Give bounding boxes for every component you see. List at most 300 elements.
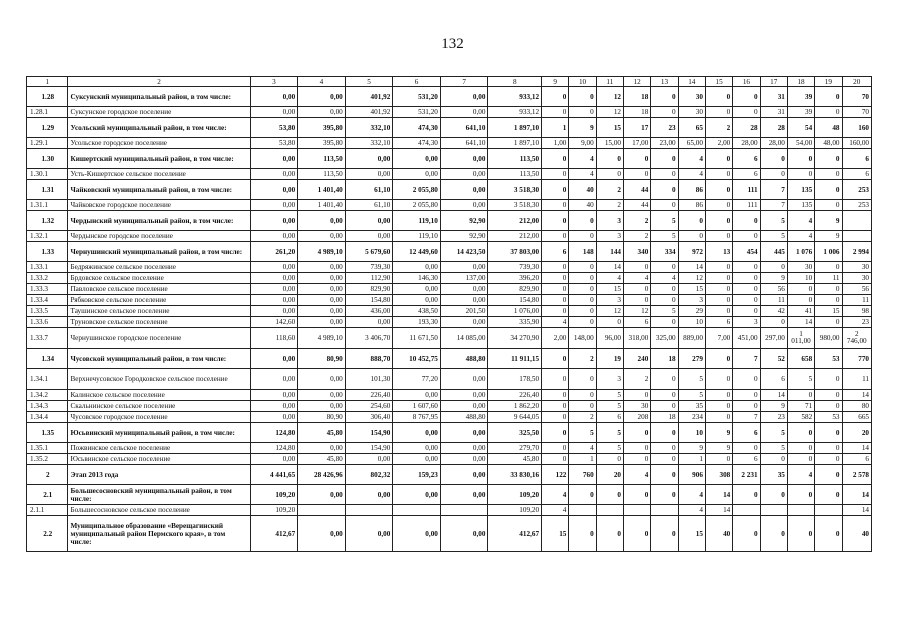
table-cell: 9 644,05	[488, 412, 542, 423]
column-number-header: 18	[787, 77, 814, 87]
table-cell: 9	[760, 401, 787, 412]
table-cell: 279	[678, 349, 705, 369]
table-cell: 80,90	[298, 412, 346, 423]
table-cell: 0	[787, 516, 814, 552]
table-cell: 0	[787, 390, 814, 401]
table-cell: 279,70	[488, 443, 542, 454]
table-cell: 30	[678, 107, 705, 118]
table-cell: 113,50	[488, 149, 542, 169]
table-cell: 10	[787, 273, 814, 284]
table-cell: 234	[678, 412, 705, 423]
table-cell: 0,00	[440, 390, 488, 401]
table-cell: 40	[842, 516, 872, 552]
table-cell: 111	[733, 200, 760, 211]
data-table	[26, 76, 872, 552]
table-cell: 146,30	[393, 273, 441, 284]
table-cell: 829,90	[345, 284, 393, 295]
table-cell: 0	[760, 317, 787, 328]
table-cell: 0	[542, 169, 569, 180]
row-name: Рябковское сельское поселение	[68, 295, 250, 306]
table-cell: 325,50	[488, 423, 542, 443]
table-cell: 28	[760, 118, 787, 138]
table-cell: 15	[678, 284, 705, 295]
table-cell: 0	[624, 262, 651, 273]
table-cell: 0	[542, 149, 569, 169]
table-cell: 0	[705, 87, 732, 107]
table-cell: 9	[760, 273, 787, 284]
table-cell: 3 406,70	[345, 328, 393, 349]
table-cell: 0	[678, 231, 705, 242]
table-cell: 474,30	[393, 118, 441, 138]
table-cell	[760, 505, 787, 516]
table-cell: 0	[569, 87, 596, 107]
table-cell: 12	[624, 306, 651, 317]
table-cell: 14	[842, 443, 872, 454]
table-cell	[842, 211, 872, 231]
table-row	[27, 169, 872, 180]
table-cell: 332,10	[345, 138, 393, 149]
table-cell: 0	[705, 349, 732, 369]
row-name: Чусовское городское поселение	[68, 412, 250, 423]
table-cell: 53,80	[250, 138, 298, 149]
table-cell: 0,00	[250, 211, 298, 231]
table-cell: 3	[733, 317, 760, 328]
table-cell: 531,20	[393, 107, 441, 118]
table-cell: 6	[542, 242, 569, 262]
table-cell: 2 231	[733, 465, 760, 485]
row-code: 1.35.2	[27, 454, 68, 465]
table-cell: 15	[596, 284, 623, 295]
row-code: 1.34.3	[27, 401, 68, 412]
table-cell: 0,00	[393, 262, 441, 273]
table-cell: 142,60	[250, 317, 298, 328]
table-cell: 14	[678, 262, 705, 273]
table-cell: 96,00	[596, 328, 623, 349]
table-cell: 17	[624, 118, 651, 138]
table-cell: 0	[651, 149, 678, 169]
table-cell: 0	[815, 369, 842, 390]
table-cell: 0,00	[250, 284, 298, 295]
table-cell: 0	[651, 485, 678, 505]
table-cell: 0	[760, 516, 787, 552]
table-cell: 160	[842, 118, 872, 138]
table-cell: 0,00	[298, 317, 346, 328]
table-row	[27, 295, 872, 306]
table-cell: 54,00	[787, 138, 814, 149]
table-cell: 20	[842, 423, 872, 443]
table-cell: 42	[760, 306, 787, 317]
table-row	[27, 328, 872, 349]
table-cell: 401,92	[345, 87, 393, 107]
table-cell: 0	[733, 485, 760, 505]
table-cell: 28 426,96	[298, 465, 346, 485]
table-cell: 0	[705, 295, 732, 306]
table-row	[27, 200, 872, 211]
table-cell: 14	[705, 505, 732, 516]
table-cell: 13	[705, 242, 732, 262]
table-cell: 7	[733, 349, 760, 369]
table-cell: 92,90	[440, 231, 488, 242]
table-cell	[345, 505, 393, 516]
table-cell: 18	[624, 87, 651, 107]
table-cell: 0,00	[440, 107, 488, 118]
table-cell: 0	[569, 369, 596, 390]
table-cell: 5	[678, 369, 705, 390]
table-cell: 4	[678, 169, 705, 180]
table-cell: 0,00	[345, 485, 393, 505]
table-row	[27, 505, 872, 516]
column-number-header: 4	[298, 77, 346, 87]
table-cell: 0	[542, 369, 569, 390]
table-cell: 0,00	[345, 169, 393, 180]
table-cell	[815, 505, 842, 516]
table-cell: 1 897,10	[488, 138, 542, 149]
table-cell: 0	[651, 200, 678, 211]
table-cell: 0	[815, 284, 842, 295]
table-cell: 0,00	[440, 423, 488, 443]
table-cell: 412,67	[488, 516, 542, 552]
table-cell: 2	[569, 349, 596, 369]
table-cell: 0	[815, 485, 842, 505]
table-cell: 0,00	[298, 306, 346, 317]
table-cell: 0	[705, 401, 732, 412]
table-cell: 451,00	[733, 328, 760, 349]
table-cell: 4 989,10	[298, 328, 346, 349]
table-cell: 5	[596, 401, 623, 412]
table-row	[27, 401, 872, 412]
table-cell: 0,00	[440, 443, 488, 454]
table-cell: 56	[842, 284, 872, 295]
table-cell: 5	[651, 306, 678, 317]
table-cell: 19	[596, 349, 623, 369]
table-row	[27, 138, 872, 149]
table-cell: 3	[678, 295, 705, 306]
table-cell: 0	[815, 87, 842, 107]
table-cell: 40	[569, 180, 596, 200]
table-cell: 0	[542, 401, 569, 412]
table-cell: 2	[624, 369, 651, 390]
table-cell: 0	[733, 369, 760, 390]
table-cell: 0	[542, 107, 569, 118]
table-cell: 0,00	[393, 169, 441, 180]
table-cell: 0	[815, 262, 842, 273]
table-cell: 0	[787, 485, 814, 505]
table-cell: 3	[596, 369, 623, 390]
row-code: 1.35.1	[27, 443, 68, 454]
table-cell: 6	[842, 149, 872, 169]
table-cell: 0	[569, 231, 596, 242]
table-cell: 0,00	[250, 295, 298, 306]
table-cell: 0	[624, 516, 651, 552]
row-code: 1.33.4	[27, 295, 68, 306]
table-cell: 0	[542, 423, 569, 443]
table-cell: 641,10	[440, 138, 488, 149]
table-cell: 0	[624, 423, 651, 443]
table-cell: 0	[733, 516, 760, 552]
table-cell: 5	[596, 443, 623, 454]
table-cell: 23,00	[651, 138, 678, 149]
table-cell: 3	[596, 295, 623, 306]
table-cell: 0	[733, 284, 760, 295]
table-cell: 4	[651, 273, 678, 284]
table-cell: 5	[651, 211, 678, 231]
table-cell: 4	[569, 149, 596, 169]
table-cell: 0	[787, 169, 814, 180]
row-name: Юсьвинское сельское поселение	[68, 454, 250, 465]
table-cell: 160,00	[842, 138, 872, 149]
table-cell: 20	[596, 465, 623, 485]
table-cell: 0	[569, 516, 596, 552]
table-cell: 11	[815, 273, 842, 284]
table-cell: 0,00	[393, 485, 441, 505]
table-cell: 0	[787, 454, 814, 465]
table-cell: 6	[733, 169, 760, 180]
table-cell: 41	[787, 306, 814, 317]
table-cell: 5	[760, 423, 787, 443]
row-name: Юсьвинский муниципальный район, в том числе:	[68, 423, 250, 443]
table-cell: 0,00	[250, 454, 298, 465]
table-cell: 306,40	[345, 412, 393, 423]
table-cell: 488,80	[440, 349, 488, 369]
table-cell: 0,00	[393, 149, 441, 169]
table-row	[27, 284, 872, 295]
table-cell: 0,00	[250, 401, 298, 412]
table-cell: 253	[842, 200, 872, 211]
row-name: Чернушинский муниципальный район, в том числе:	[68, 242, 250, 262]
table-cell: 52	[760, 349, 787, 369]
table-cell: 0	[705, 262, 732, 273]
table-cell: 37 803,00	[488, 242, 542, 262]
table-cell: 0,00	[440, 87, 488, 107]
table-cell: 739,30	[488, 262, 542, 273]
table-cell: 23	[842, 317, 872, 328]
table-cell: 2	[596, 180, 623, 200]
table-cell: 933,12	[488, 107, 542, 118]
table-cell: 12	[596, 87, 623, 107]
table-cell: 0,00	[440, 149, 488, 169]
table-cell: 14	[705, 485, 732, 505]
table-cell: 1 897,10	[488, 118, 542, 138]
table-row	[27, 390, 872, 401]
table-cell: 0	[624, 284, 651, 295]
table-cell: 2	[596, 200, 623, 211]
table-cell: 980,00	[815, 328, 842, 349]
table-cell: 2 055,80	[393, 200, 441, 211]
table-cell: 80,90	[298, 349, 346, 369]
table-cell: 0	[651, 169, 678, 180]
table-cell: 53	[815, 412, 842, 423]
column-number-header: 9	[542, 77, 569, 87]
table-cell: 44	[624, 200, 651, 211]
table-cell: 14 085,00	[440, 328, 488, 349]
table-cell: 3	[596, 231, 623, 242]
table-cell: 0,00	[250, 390, 298, 401]
table-cell: 436,00	[345, 306, 393, 317]
table-cell: 0,00	[440, 317, 488, 328]
table-cell: 1 006	[815, 242, 842, 262]
table-cell: 0,00	[250, 273, 298, 284]
table-cell: 0,00	[345, 149, 393, 169]
row-name: Большесосновское сельское поселение	[68, 505, 250, 516]
table-cell: 9	[705, 423, 732, 443]
table-cell: 6	[733, 423, 760, 443]
table-cell: 0,00	[298, 369, 346, 390]
table-cell: 226,40	[345, 390, 393, 401]
table-cell: 0	[651, 295, 678, 306]
table-cell: 0	[733, 107, 760, 118]
table-cell: 0,00	[298, 211, 346, 231]
table-cell: 0,00	[345, 211, 393, 231]
table-cell: 0,00	[440, 169, 488, 180]
table-row	[27, 118, 872, 138]
table-cell: 61,10	[345, 200, 393, 211]
table-cell: 0	[569, 485, 596, 505]
table-cell: 29	[678, 306, 705, 317]
table-cell: 0	[815, 516, 842, 552]
table-row	[27, 349, 872, 369]
table-cell: 332,10	[345, 118, 393, 138]
table-cell: 92,90	[440, 211, 488, 231]
table-cell: 0,00	[298, 273, 346, 284]
table-cell: 474,30	[393, 138, 441, 149]
table-cell: 0	[733, 306, 760, 317]
table-cell: 0	[624, 149, 651, 169]
column-number-header: 12	[624, 77, 651, 87]
table-cell: 889,00	[678, 328, 705, 349]
table-cell: 212,00	[488, 231, 542, 242]
table-cell: 0	[705, 412, 732, 423]
table-cell: 1 862,20	[488, 401, 542, 412]
table-cell: 14	[842, 505, 872, 516]
row-code: 1.34.4	[27, 412, 68, 423]
table-cell	[733, 505, 760, 516]
table-cell: 124,80	[250, 443, 298, 454]
column-number-row	[27, 77, 872, 87]
row-name: Чусовской муниципальный район, в том числе:	[68, 349, 250, 369]
row-code: 1.33.1	[27, 262, 68, 273]
row-code: 2	[27, 465, 68, 485]
column-number-header: 7	[440, 77, 488, 87]
table-cell: 0	[787, 295, 814, 306]
table-cell: 4	[624, 465, 651, 485]
column-number-header: 3	[250, 77, 298, 87]
table-cell: 0	[705, 231, 732, 242]
table-cell: 0	[651, 107, 678, 118]
table-cell: 193,30	[393, 317, 441, 328]
table-cell: 0	[624, 390, 651, 401]
table-cell: 395,80	[298, 118, 346, 138]
table-cell: 0	[569, 284, 596, 295]
table-cell: 4	[596, 273, 623, 284]
table-cell: 30	[842, 273, 872, 284]
table-cell: 11	[842, 295, 872, 306]
column-number-header: 6	[393, 77, 441, 87]
table-cell: 0	[542, 200, 569, 211]
table-cell: 318,00	[624, 328, 651, 349]
table-cell	[569, 505, 596, 516]
column-number-header: 5	[345, 77, 393, 87]
table-cell: 0	[815, 169, 842, 180]
table-cell: 14	[842, 390, 872, 401]
table-cell: 4	[542, 505, 569, 516]
table-cell: 0	[542, 306, 569, 317]
table-cell: 0,00	[250, 200, 298, 211]
table-cell: 0,00	[393, 295, 441, 306]
table-cell: 17,00	[624, 138, 651, 149]
table-cell: 0,00	[393, 443, 441, 454]
table-cell	[651, 505, 678, 516]
table-row	[27, 149, 872, 169]
table-cell: 0	[542, 284, 569, 295]
table-cell: 0	[651, 401, 678, 412]
table-cell: 0	[542, 443, 569, 454]
table-cell: 0,00	[440, 369, 488, 390]
column-number-header: 16	[733, 77, 760, 87]
table-cell: 86	[678, 200, 705, 211]
table-cell: 0,00	[440, 284, 488, 295]
row-name: Брдовское сельское поселение	[68, 273, 250, 284]
table-cell: 70	[842, 107, 872, 118]
table-cell: 0,00	[298, 485, 346, 505]
row-code: 2.1.1	[27, 505, 68, 516]
table-cell: 0,00	[250, 306, 298, 317]
table-cell: 0	[760, 262, 787, 273]
table-cell: 0	[815, 465, 842, 485]
table-cell: 0	[705, 284, 732, 295]
table-cell: 5	[760, 231, 787, 242]
row-code: 1.33.5	[27, 306, 68, 317]
row-name: Скальнинское сельское поселение	[68, 401, 250, 412]
table-cell: 3 518,30	[488, 180, 542, 200]
table-cell: 7	[733, 412, 760, 423]
table-cell: 0,00	[393, 516, 441, 552]
table-cell: 23	[760, 412, 787, 423]
table-cell: 4	[678, 485, 705, 505]
table-cell: 14	[842, 485, 872, 505]
table-cell: 0	[705, 180, 732, 200]
table-cell: 0	[705, 211, 732, 231]
table-cell: 48	[815, 118, 842, 138]
column-number-header: 8	[488, 77, 542, 87]
table-cell: 0,00	[393, 423, 441, 443]
row-name: Кишертский муниципальный район, в том числе:	[68, 149, 250, 169]
table-cell: 0	[815, 423, 842, 443]
table-cell: 0	[705, 169, 732, 180]
table-cell: 4	[787, 231, 814, 242]
row-name: Усольское городское поселение	[68, 138, 250, 149]
column-number-header: 14	[678, 77, 705, 87]
table-cell: 760	[569, 465, 596, 485]
table-cell: 0,00	[250, 231, 298, 242]
table-cell: 658	[787, 349, 814, 369]
table-row	[27, 485, 872, 505]
table-cell: 0	[569, 317, 596, 328]
table-cell: 1 607,60	[393, 401, 441, 412]
table-cell: 0	[815, 317, 842, 328]
table-cell: 1 401,40	[298, 180, 346, 200]
table-row	[27, 87, 872, 107]
table-cell: 4	[678, 505, 705, 516]
row-name: Павловское сельское поселение	[68, 284, 250, 295]
table-row	[27, 412, 872, 423]
row-name: Муниципальное образование «Верещагинский муниципальный район Пермского края», в том числе:	[68, 516, 250, 552]
table-cell: 113,50	[488, 169, 542, 180]
row-name: Пожвинское сельское поселение	[68, 443, 250, 454]
table-cell: 582	[787, 412, 814, 423]
row-name: Верхнечусовское Городковское сельское поселение	[68, 369, 250, 390]
table-cell: 0,00	[250, 87, 298, 107]
table-row	[27, 369, 872, 390]
